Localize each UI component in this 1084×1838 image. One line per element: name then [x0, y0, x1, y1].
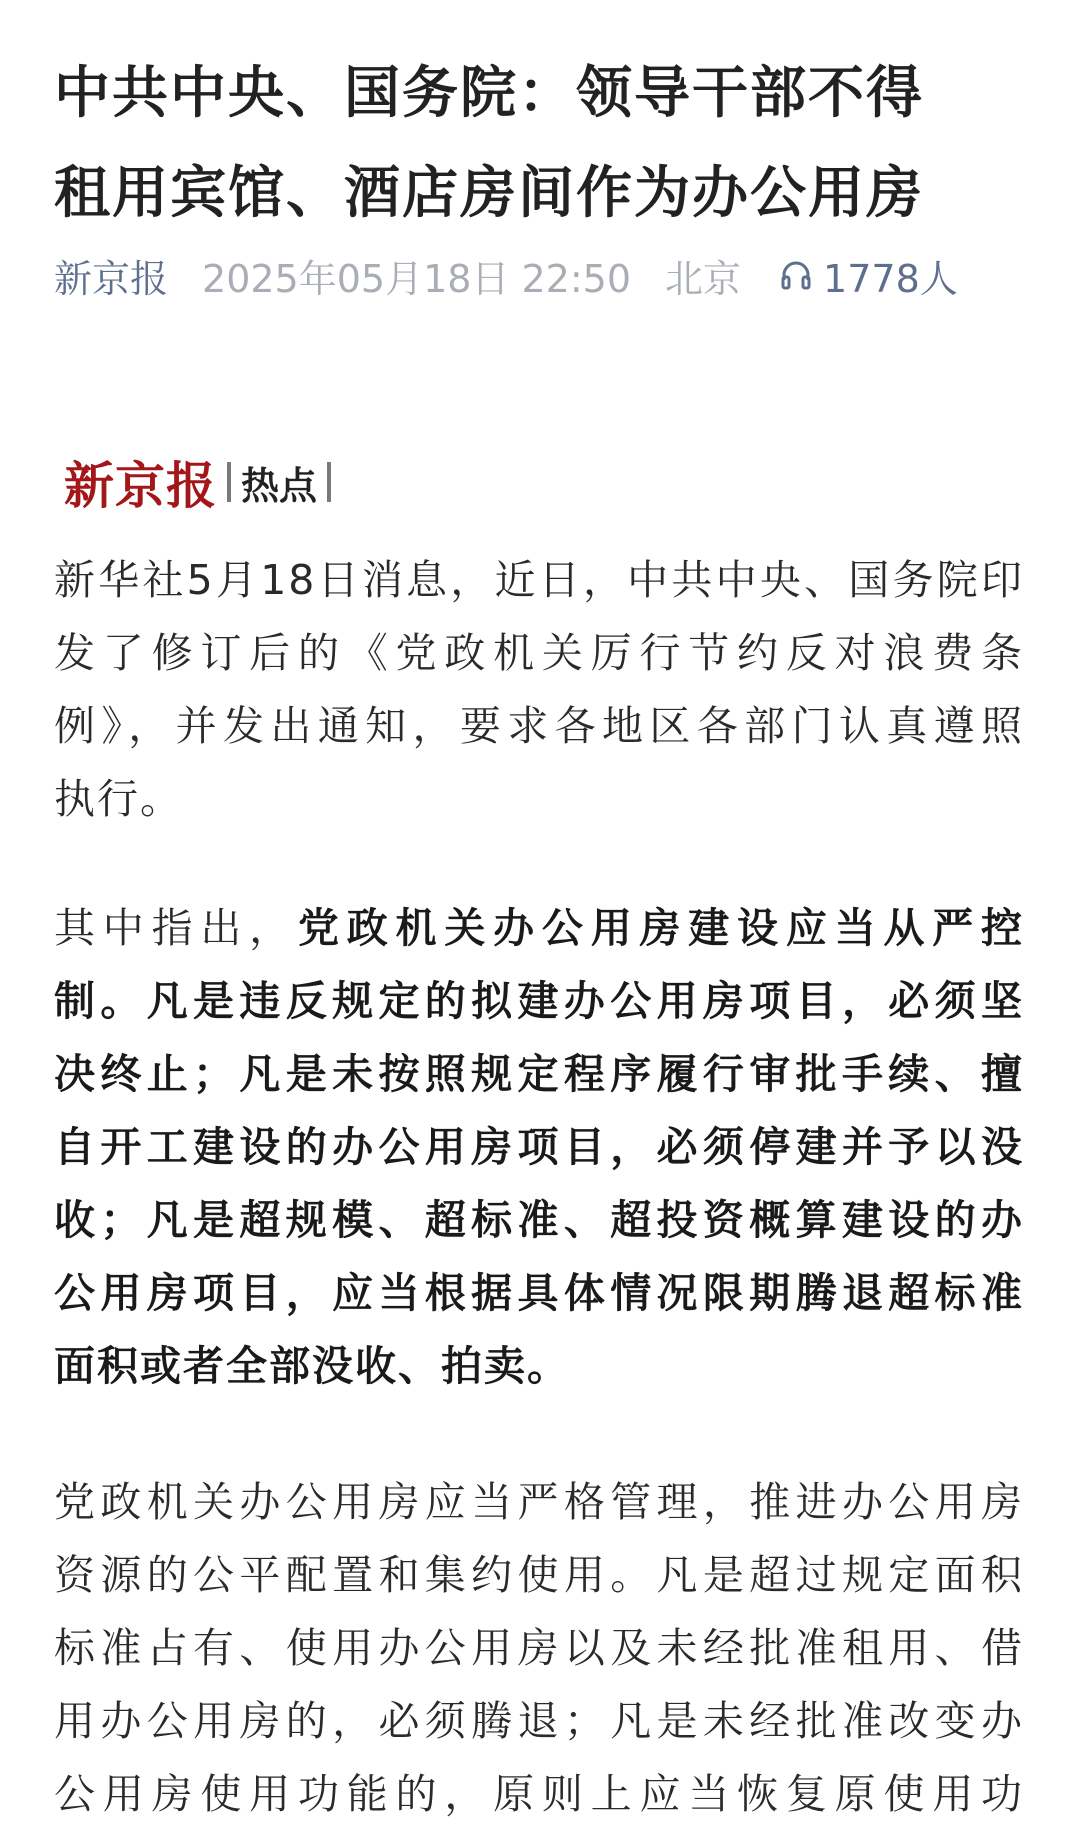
bold-text-line: 自开工建设的办公用房项目，必须停建并予以没 [54, 1123, 1024, 1171]
brand-divider [227, 462, 231, 502]
brand-logo: 新京报 [64, 456, 217, 515]
title-line: 中共中央、国务院：领导干部不得 [54, 61, 924, 126]
paragraph-2 [54, 892, 1024, 1403]
article-title [54, 44, 1034, 244]
paragraph-2-prefix: 其中指出， [54, 904, 298, 952]
bold-text-line: 面积或者全部没收、拍卖。 [54, 1342, 570, 1390]
bold-text-line: 公用房项目，应当根据具体情况限期腾退超标准 [54, 1269, 1024, 1317]
text-line: 发了修订后的《党政机关厉行节约反对浪费条 [54, 629, 1024, 677]
bold-text: 党政机关办公用房建设应当从严控 [297, 904, 1025, 952]
text-line: 新华社5月18日消息，近日，中共中央、国务院印 [54, 556, 1024, 604]
text-line: 执行。 [54, 775, 183, 823]
paragraph-1 [54, 544, 1024, 836]
brand-header [64, 450, 341, 514]
text-line [54, 892, 1024, 965]
text-line: 用办公用房的，必须腾退；凡是未经批准改变办 [54, 1697, 1024, 1745]
text-line: 党政机关办公用房应当严格管理，推进办公用房 [54, 1478, 1024, 1526]
article-meta [54, 250, 958, 300]
source-link[interactable]: 新京报 [54, 256, 169, 301]
publish-datetime: 2025年05月18日 22:50 [202, 256, 632, 301]
text-line: 标准占有、使用办公用房以及未经批准租用、借 [54, 1624, 1024, 1672]
listen-button[interactable] [779, 248, 958, 303]
publish-location: 北京 [665, 256, 742, 301]
brand-divider [327, 462, 331, 502]
headphones-icon [779, 258, 813, 292]
paragraph-3 [54, 1466, 1024, 1831]
listener-count: 1778人 [823, 256, 958, 301]
bold-text-line: 制。凡是违反规定的拟建办公用房项目，必须坚 [54, 977, 1024, 1025]
brand-tag: 热点 [241, 463, 318, 508]
bold-text-line: 收；凡是超规模、超标准、超投资概算建设的办 [54, 1196, 1024, 1244]
text-line: 资源的公平配置和集约使用。凡是超过规定面积 [54, 1551, 1024, 1599]
bold-text-line: 决终止；凡是未按照规定程序履行审批手续、擅 [54, 1050, 1024, 1098]
text-line: 公用房使用功能的，原则上应当恢复原使用功 [54, 1770, 1024, 1818]
title-line: 租用宾馆、酒店房间作为办公用房 [54, 161, 924, 226]
text-line: 例》，并发出通知，要求各地区各部门认真遵照 [54, 702, 1024, 750]
